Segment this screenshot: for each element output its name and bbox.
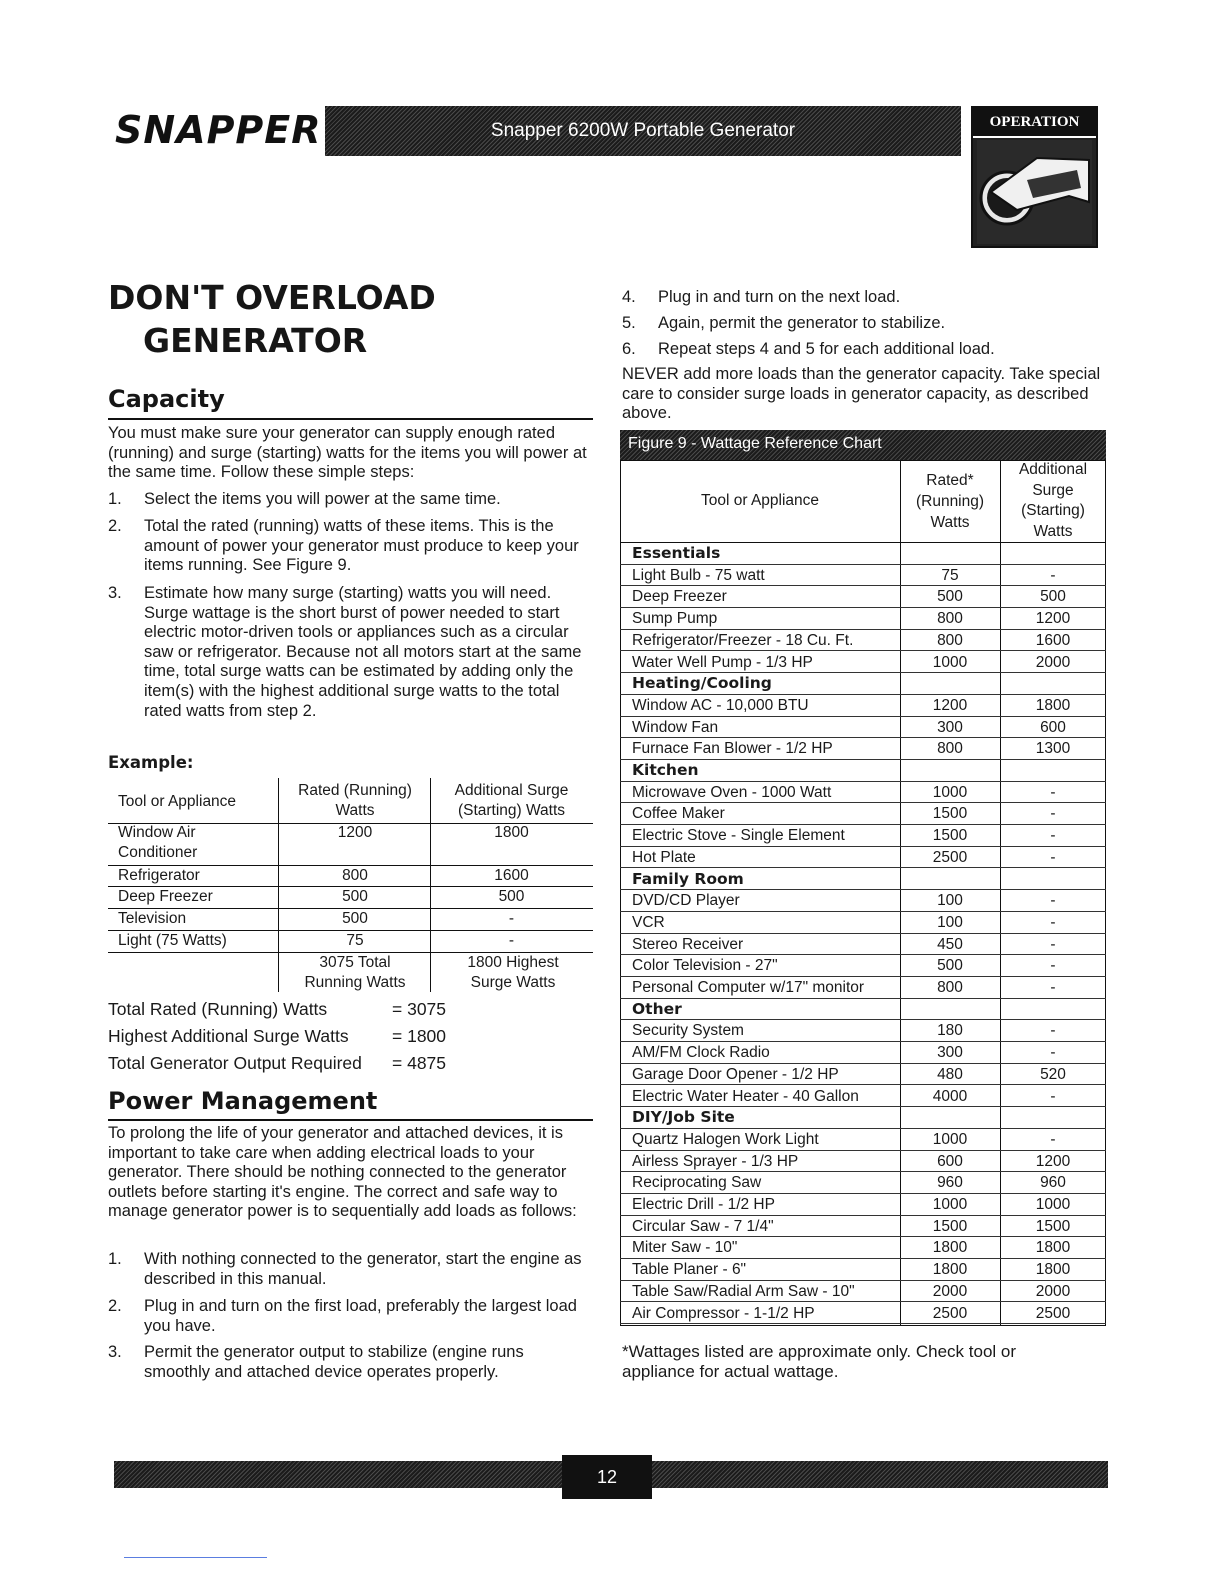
header-cell: Rated (Running) Watts [298,782,412,819]
table-row [620,565,1106,587]
step-number: 6. [622,340,636,358]
step-number: 4. [622,288,636,306]
power-rule [108,1119,593,1121]
rated-watts: 800 [937,631,963,649]
rated-watts: 1200 [932,696,968,714]
rated-watts: 960 [937,1174,963,1192]
product-title: Snapper 6200W Portable Generator [490,120,796,141]
appliance-name: Security System [632,1022,744,1040]
appliance-name: VCR [632,913,665,931]
surge-watts: 960 [1040,1174,1066,1192]
rated-watts: 300 [937,718,963,736]
surge-watts: 1600 [1035,631,1071,649]
surge-watts: 1800 [1035,1261,1071,1279]
appliance-name: Deep Freezer [632,588,727,606]
appliance-name: Stereo Receiver [632,935,744,953]
appliance-name: Circular Saw - 7 1/4" [632,1217,774,1235]
surge-watts: - [1050,979,1056,996]
table-row [620,717,1106,739]
rated-watts: 1800 [932,1239,968,1257]
rated-watts: 1500 [932,1217,968,1235]
appliance-name: Sump Pump [632,610,718,628]
capacity-rule [108,418,593,420]
row-rule [620,1323,1106,1324]
table-row [620,1237,1106,1259]
category-label: Essentials [632,544,721,562]
appliance-name: Window AC - 10,000 BTU [632,696,809,714]
surge-watts: 1800 [1035,696,1071,714]
cell: 1800 [494,824,529,841]
rated-watts: 2500 [932,848,968,866]
category-row [620,1107,1106,1129]
table-row [620,803,1106,825]
snapper-logo [115,108,337,152]
cell: - [508,932,515,949]
step-text: Select the items you will power at the same time. [144,490,501,508]
title-line-1: DON'T OVERLOAD [108,278,436,317]
table-row [108,823,593,865]
cell: Light (75 Watts) [118,932,227,949]
step-text: Estimate how many surge (starting) watts you will need. Surge wattage is the short burst of power needed to start electric motor-driven tools or appliances such as a circular saw or refrigerator. Because not all motors start at the same time, total surge watts can be estimated by adding only the item(s) with the highest additional surge watts to the total rated watts from step 2. [144,584,582,720]
summary-value: = 4875 [392,1053,447,1073]
surge-watts: 1000 [1035,1196,1071,1213]
rated-watts: 1000 [932,653,968,671]
surge-watts: - [1050,827,1056,845]
col-header-surge: Additional Surge (Starting) Watts [1018,461,1088,540]
appliance-name: Table Planer - 6" [632,1261,747,1279]
header-bar [325,106,961,156]
rated-watts: 480 [937,1065,963,1083]
table-row [620,738,1106,760]
brand-name: SNAPPER [115,108,322,152]
appliance-name: Miter Saw - 10" [632,1239,738,1257]
table-row [620,847,1106,869]
rated-watts: 300 [937,1044,963,1062]
cell: - [508,910,515,927]
step-number: 2. [108,1297,122,1315]
summary-line [108,1023,508,1050]
figure-title: Figure 9 - Wattage Reference Chart [628,435,882,452]
surge-watts: - [1050,1022,1056,1040]
appliance-name: Water Well Pump - 1/3 HP [632,653,813,671]
appliance-name: Electric Stove - Single Element [632,827,845,845]
summary-label: Total Generator Output Required [108,1053,362,1073]
step-number: 1. [108,1250,122,1268]
surge-watts: 2500 [1035,1304,1071,1322]
rated-watts: 1800 [932,1261,968,1279]
table-row [620,1020,1106,1042]
rated-watts: 100 [937,913,963,931]
surge-watts: - [1050,848,1056,866]
summary-label: Highest Additional Surge Watts [108,1026,349,1046]
rated-watts: 500 [937,588,963,606]
appliance-name: DVD/CD Player [632,892,740,910]
table-row [620,1042,1106,1064]
header-cell: Additional Surge (Starting) Watts [454,782,569,819]
step-text: Permit the generator output to stabilize (engine runs smoothly and attached device operates properly. [144,1343,524,1381]
category-row [620,999,1106,1021]
table-row [620,1259,1106,1281]
table-row [620,1151,1106,1173]
figure-title-bar [620,430,1106,460]
appliance-name: Window Fan [632,718,719,736]
cell: 75 [346,932,364,949]
table-row [620,1172,1106,1194]
operation-tab-label: OPERATION [973,108,1096,138]
appliance-name: Table Saw/Radial Arm Saw - 10" [632,1282,855,1300]
category-label: Family Room [632,869,744,888]
rated-watts: 1500 [932,827,968,845]
step-number: 2. [108,517,122,535]
operation-lever-icon [977,140,1092,244]
category-row [620,869,1106,891]
category-row [620,760,1106,782]
power-management-heading: Power Management [108,1087,378,1115]
cell: 1200 [337,824,373,841]
appliance-name: Reciprocating Saw [632,1174,762,1192]
table-row [620,1303,1106,1325]
table-row [620,1194,1106,1216]
rated-watts: 1000 [932,1196,968,1213]
category-label: Other [632,999,682,1018]
power-intro: To prolong the life of your generator and attached devices, it is important to take care when adding electrical loads to your generator. There should be nothing connected to the generator outlets before starting it's engine. The correct and safe way to manage generator power is to sequentially add loads as follows: [108,1124,577,1221]
col-header-rated: Rated* (Running) Watts [915,472,985,531]
cell: 500 [342,910,368,927]
table-row [620,1281,1106,1303]
surge-watts: 500 [1040,588,1066,606]
table-row [620,608,1106,630]
surge-watts: 1800 [1035,1239,1071,1257]
capacity-heading: Capacity [108,385,225,413]
table-row [620,977,1106,999]
rated-watts: 75 [941,566,959,584]
category-label: Heating/Cooling [632,674,772,693]
page-number-box [562,1455,652,1499]
table-row [620,1216,1106,1238]
table-row [620,825,1106,847]
table-row [620,1086,1106,1108]
page-title [108,276,436,362]
example-header-row [108,781,593,825]
cell: Television [118,910,187,927]
step-text: Total the rated (running) watts of these items. This is the amount of power your generator must produce to keep your items running. See Figure 9. [144,517,579,575]
rated-watts: 600 [937,1152,963,1170]
surge-watts: 1500 [1035,1217,1071,1235]
table-row [620,652,1106,674]
appliance-name: Refrigerator/Freezer - 18 Cu. Ft. [632,631,854,649]
table-row [620,934,1106,956]
wattage-reference-chart [620,430,1106,1326]
col-header-tool: Tool or Appliance [700,492,820,509]
cell: Deep Freezer [118,888,213,905]
appliance-name: Airless Sprayer - 1/3 HP [632,1152,799,1170]
total-running: 3075 Total Running Watts [304,954,406,991]
surge-watts: - [1050,935,1056,953]
surge-watts: 1200 [1035,610,1071,628]
appliance-name: Coffee Maker [632,805,725,823]
surge-watts: - [1050,1087,1056,1105]
category-label: Kitchen [632,761,699,779]
surge-watts: - [1050,1044,1056,1062]
step-text: Again, permit the generator to stabilize. [658,314,946,332]
appliance-name: Garage Door Opener - 1/2 HP [632,1065,839,1083]
rated-watts: 2500 [932,1304,968,1322]
surge-watts: - [1050,913,1056,931]
example-summary [108,996,508,1077]
step-number: 5. [622,314,636,332]
surge-watts: - [1050,1130,1056,1148]
table-row [620,782,1106,804]
table-row [620,695,1106,717]
surge-watts: 2000 [1035,653,1071,671]
table-row [620,586,1106,608]
footnote: *Wattages listed are approximate only. Check tool or appliance for actual wattage. [622,1342,1017,1381]
surge-watts: 1200 [1035,1152,1071,1170]
surge-watts: 1300 [1035,740,1071,758]
appliance-name: Microwave Oven - 1000 Watt [632,783,832,801]
surge-watts: - [1050,805,1056,823]
appliance-name: Quartz Halogen Work Light [632,1130,819,1148]
table-row [620,630,1106,652]
appliance-name: Electric Water Heater - 40 Gallon [632,1087,859,1105]
cell: Refrigerator [118,867,200,884]
surge-watts: - [1050,783,1056,801]
step-text: With nothing connected to the generator, start the engine as described in this manual. [144,1250,582,1288]
appliance-name: Hot Plate [632,848,696,866]
cell: 500 [498,888,525,905]
rated-watts: 180 [937,1022,963,1040]
rated-watts: 2000 [932,1282,968,1300]
category-row [620,673,1106,695]
surge-watts: - [1050,892,1056,910]
appliance-name: AM/FM Clock Radio [632,1044,770,1062]
table-row [620,955,1106,977]
cell: 500 [342,888,368,905]
summary-line [108,1050,508,1077]
header-cell: Tool or Appliance [118,793,237,810]
summary-label: Total Rated (Running) Watts [108,999,328,1019]
highest-surge: 1800 Highest Surge Watts [467,954,559,991]
rated-watts: 500 [937,957,963,975]
step-number: 3. [108,1343,122,1361]
appliance-name: Furnace Fan Blower - 1/2 HP [632,740,833,758]
surge-watts: - [1050,957,1056,975]
example-table [108,778,593,998]
table-row [620,912,1106,934]
table-row [620,1129,1106,1151]
operation-tab [971,106,1098,248]
rated-watts: 800 [937,740,963,758]
page-number: 12 [596,1466,618,1487]
step-text: Plug in and turn on the next load. [658,288,901,306]
surge-watts: 2000 [1035,1282,1071,1300]
cell: Window Air Conditioner [118,824,198,861]
rated-watts: 4000 [932,1087,968,1105]
summary-value: = 3075 [392,999,447,1019]
appliance-name: Electric Drill - 1/2 HP [632,1196,775,1213]
step-text: Plug in and turn on the first load, preferably the largest load you have. [144,1297,577,1335]
category-label: DIY/Job Site [632,1108,735,1127]
example-heading: Example: [108,753,194,772]
step-number: 1. [108,490,122,508]
rated-watts: 800 [937,979,963,996]
title-line-2: GENERATOR [143,321,368,360]
summary-line [108,996,508,1023]
rated-watts: 1000 [932,783,968,801]
rated-watts: 1000 [932,1130,968,1148]
surge-watts: - [1050,566,1056,584]
rated-watts: 1500 [932,805,968,823]
rated-watts: 450 [937,935,963,953]
category-row [620,543,1106,565]
table-row [620,1064,1106,1086]
step-number: 3. [108,584,122,602]
surge-watts: 520 [1040,1065,1066,1083]
appliance-name: Personal Computer w/17" monitor [632,979,865,996]
never-warning: NEVER add more loads than the generator capacity. Take special care to consider surge loads in generator capacity, as described above. [622,365,1101,423]
appliance-name: Air Compressor - 1-1/2 HP [632,1304,815,1322]
cell: 1600 [494,867,529,884]
table-row [620,890,1106,912]
step-text: Repeat steps 4 and 5 for each additional load. [658,340,995,358]
rated-watts: 100 [937,892,963,910]
rated-watts: 800 [937,610,963,628]
surge-watts: 600 [1040,718,1066,736]
capacity-intro: You must make sure your generator can supply enough rated (running) and surge (starting) watts for the items you will power at the same time. Follow these simple steps: [108,424,587,482]
appliance-name: Light Bulb - 75 watt [632,566,765,584]
cell: 800 [342,867,368,884]
appliance-name: Color Television - 27" [632,957,778,975]
summary-value: = 1800 [392,1026,447,1046]
footer-link-line [124,1557,267,1558]
